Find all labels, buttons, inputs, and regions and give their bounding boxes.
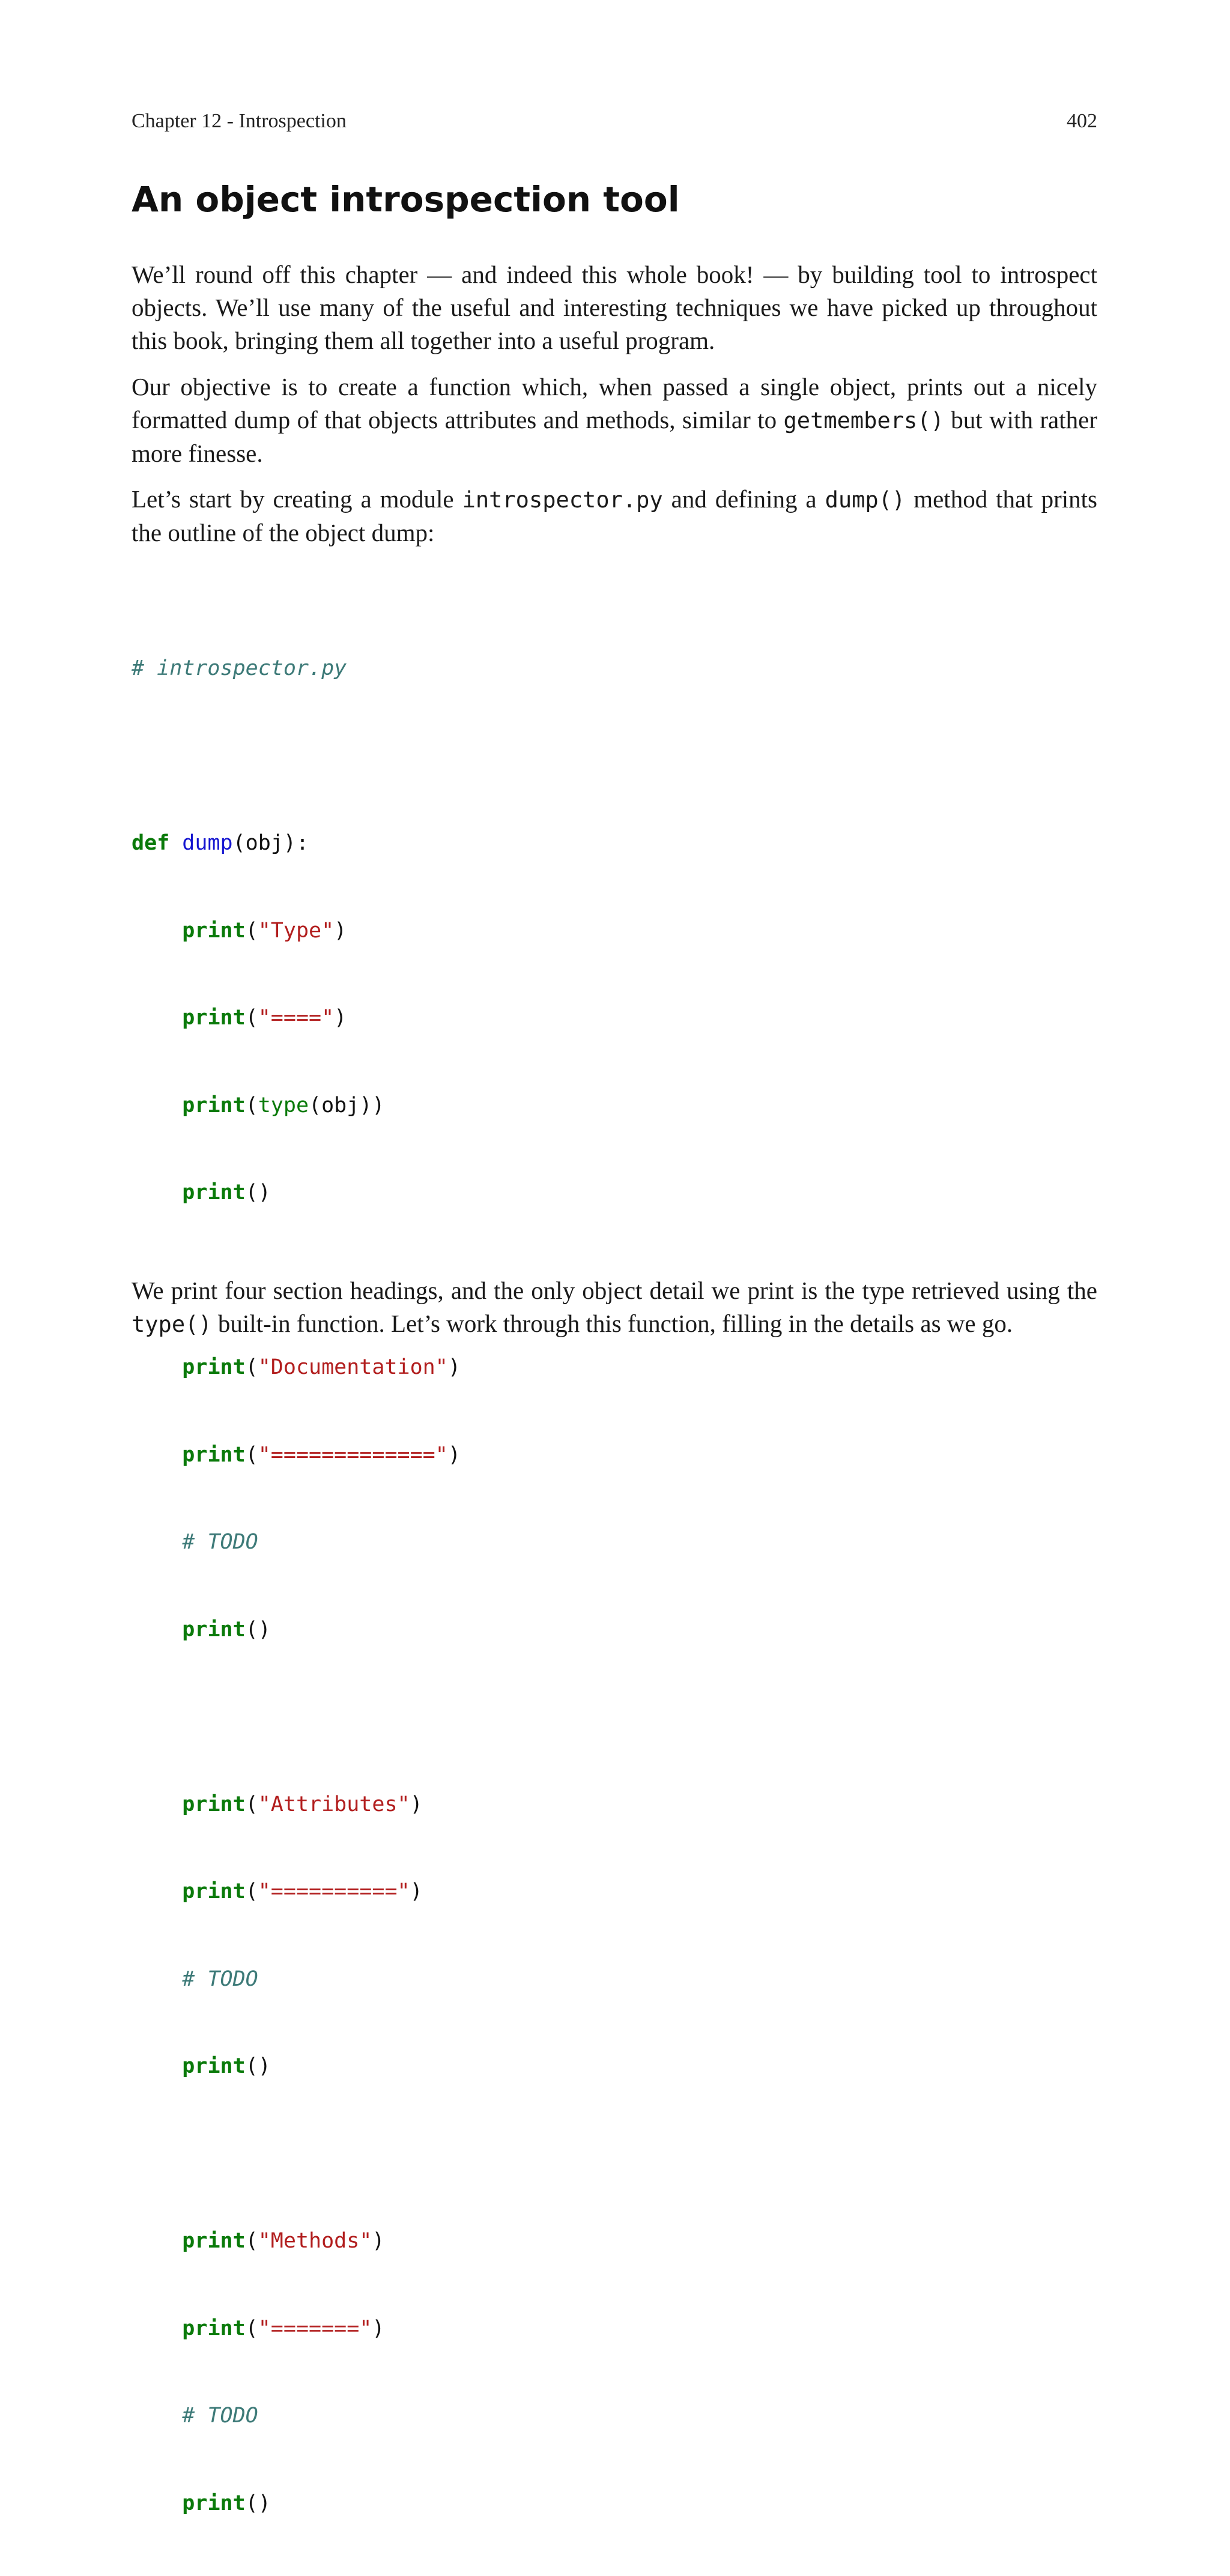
paragraph-objective-text-2: but with rather more finesse. xyxy=(132,406,1097,467)
code-string: "Attributes" xyxy=(258,1792,410,1816)
code-line xyxy=(132,1353,1097,1382)
code-string: "=============" xyxy=(258,1442,448,1467)
inline-code-dump: dump() xyxy=(825,487,906,513)
code-keyword: print xyxy=(182,1792,246,1816)
section-title: An object introspection tool xyxy=(132,179,680,220)
inline-code-type: type() xyxy=(132,1311,212,1337)
code-string: "====" xyxy=(258,1006,335,1030)
paragraph-module-text-3: method that prints the outline of the object dump: xyxy=(132,485,1097,546)
code-punct: ( xyxy=(245,1442,258,1467)
paragraph-objective xyxy=(132,370,1097,470)
code-line xyxy=(132,1178,1097,1208)
code-keyword: print xyxy=(182,2054,246,2078)
code-punct: () xyxy=(245,1617,271,1642)
code-keyword: print xyxy=(182,1093,246,1117)
code-line xyxy=(132,1877,1097,1906)
code-line xyxy=(132,2489,1097,2518)
inline-code-introspector-py: introspector.py xyxy=(462,487,663,513)
paragraph-module-text-2: and defining a xyxy=(662,485,825,513)
code-line xyxy=(132,829,1097,858)
code-line xyxy=(132,1965,1097,1994)
paragraph-summary xyxy=(132,1274,1097,1341)
code-keyword: print xyxy=(182,918,246,943)
code-comment: # TODO xyxy=(182,2404,258,2428)
inline-code-getmembers: getmembers() xyxy=(783,408,944,434)
code-function-name: dump xyxy=(182,831,233,855)
code-punct: ) xyxy=(447,1355,461,1379)
code-line-blank xyxy=(132,2139,1097,2169)
code-punct: ) xyxy=(410,1792,423,1816)
code-line xyxy=(132,1003,1097,1033)
code-keyword: print xyxy=(182,1355,246,1379)
code-punct: ( xyxy=(245,918,258,943)
code-args: (obj)) xyxy=(309,1093,385,1117)
code-punct: ( xyxy=(245,1093,258,1117)
code-punct: ) xyxy=(410,1879,423,1903)
code-punct: () xyxy=(245,2491,271,2515)
code-punct: ( xyxy=(245,2229,258,2253)
code-punct: ( xyxy=(245,1355,258,1379)
code-line xyxy=(132,2052,1097,2081)
code-keyword: print xyxy=(182,1879,246,1903)
code-params: (obj): xyxy=(232,831,309,855)
code-keyword: def xyxy=(132,831,170,855)
code-line xyxy=(132,916,1097,946)
code-line xyxy=(132,2401,1097,2431)
paragraph-objective-text-1: Our objective is to create a function which, when passed a single object, prints out a nicely formatted dump of that objects attributes and methods, similar to xyxy=(132,373,1097,434)
code-keyword: print xyxy=(182,2491,246,2515)
code-comment: # introspector.py xyxy=(132,656,347,680)
page-number: 402 xyxy=(1067,110,1097,132)
code-line xyxy=(132,1528,1097,1557)
paragraph-module-text-1: Let’s start by creating a module xyxy=(132,485,462,513)
code-string: "=======" xyxy=(258,2316,372,2341)
code-string: "Documentation" xyxy=(258,1355,448,1379)
code-listing xyxy=(132,596,1097,2576)
code-line xyxy=(132,2227,1097,2256)
code-string: "Methods" xyxy=(258,2229,372,2253)
chapter-title: Chapter 12 - Introspection xyxy=(132,110,347,132)
code-keyword: print xyxy=(182,1617,246,1642)
code-punct: ( xyxy=(245,2316,258,2341)
code-line xyxy=(132,1790,1097,1819)
code-builtin: type xyxy=(258,1093,309,1117)
code-punct: ) xyxy=(447,1442,461,1467)
code-keyword: print xyxy=(182,1006,246,1030)
code-line xyxy=(132,1091,1097,1120)
code-punct: ) xyxy=(372,2316,385,2341)
code-keyword: print xyxy=(182,2229,246,2253)
code-line xyxy=(132,1615,1097,1645)
code-line xyxy=(132,2314,1097,2344)
code-punct: () xyxy=(245,1181,271,1205)
code-punct: () xyxy=(245,2054,271,2078)
code-punct: ) xyxy=(334,918,347,943)
code-punct: ( xyxy=(245,1792,258,1816)
code-keyword: print xyxy=(182,1442,246,1467)
code-punct: ( xyxy=(245,1879,258,1903)
running-header xyxy=(132,107,1097,136)
code-keyword: print xyxy=(182,2316,246,2341)
paragraph-module xyxy=(132,483,1097,549)
code-punct: ( xyxy=(245,1006,258,1030)
paragraph-intro: We’ll round off this chapter — and indeed this whole book! — by building tool to introspect objects. We’ll use many of the useful and interesting techniques we have picked up throughout this book, bringing them all together into a useful program. xyxy=(132,261,1097,354)
code-line-blank xyxy=(132,1702,1097,1732)
code-keyword: print xyxy=(182,1181,246,1205)
code-line-blank xyxy=(132,742,1097,771)
code-string: "==========" xyxy=(258,1879,410,1903)
paragraph-summary-text-1: We print four section headings, and the only object detail we print is the type retrieved using the xyxy=(132,1277,1097,1304)
code-line xyxy=(132,654,1097,683)
code-comment: # TODO xyxy=(182,1530,258,1554)
paragraph-summary-text-2: built-in function. Let’s work through this function, filling in the details as we go. xyxy=(211,1310,1013,1337)
code-punct: ) xyxy=(334,1006,347,1030)
code-punct: ) xyxy=(372,2229,385,2253)
code-line xyxy=(132,1441,1097,1470)
code-comment: # TODO xyxy=(182,1967,258,1991)
code-string: "Type" xyxy=(258,918,335,943)
